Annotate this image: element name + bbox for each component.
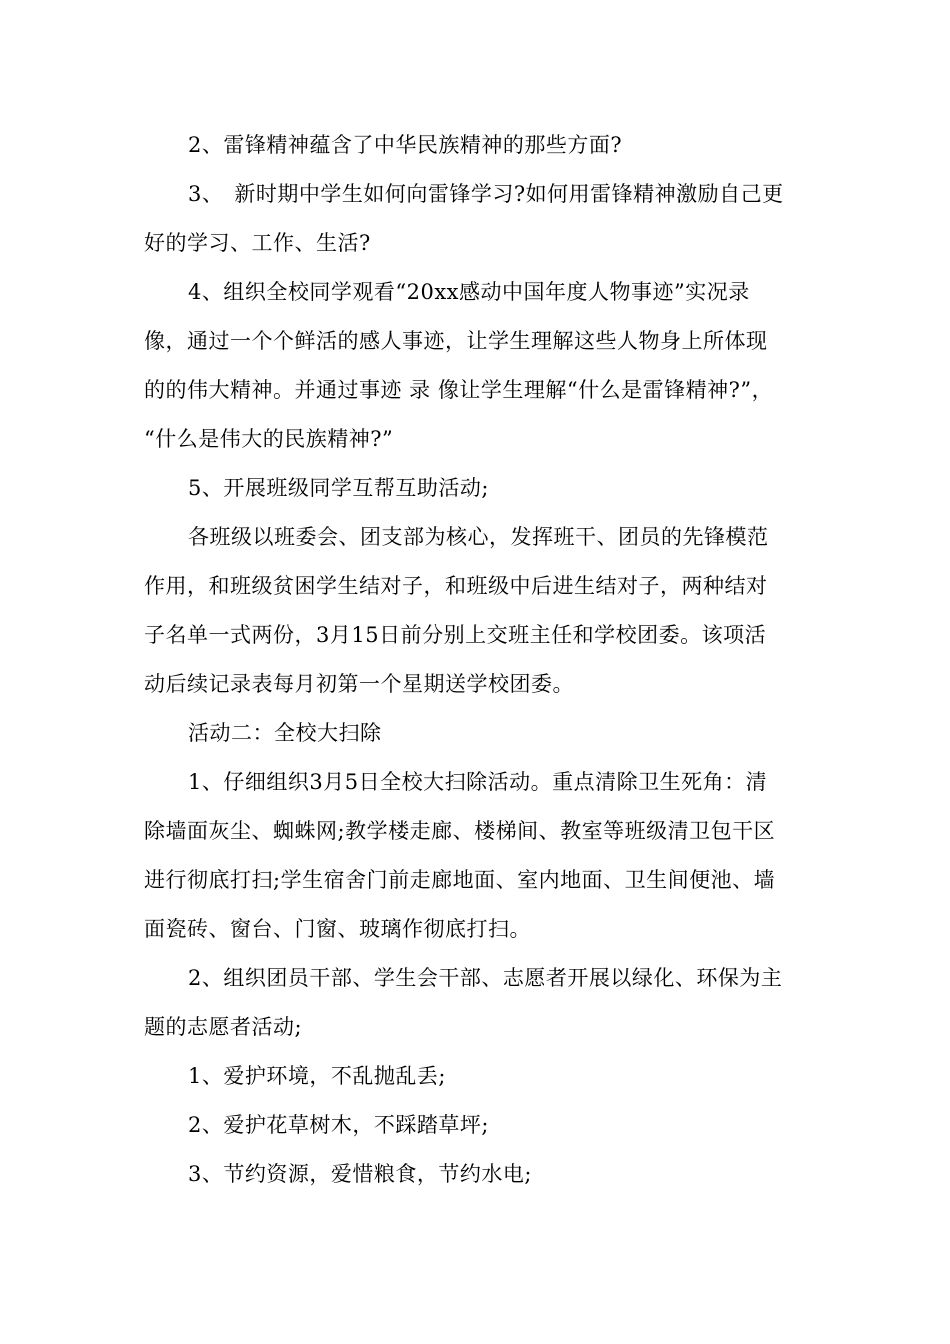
text-line: 2、爱护花草树木，不踩踏草坪;	[188, 1113, 489, 1137]
text-line: 子名单一式两份，3月15日前分别上交班主任和学校团委。该项活	[144, 623, 767, 647]
text-line: 1、仔细组织3月5日全校大扫除活动。重点清除卫生死角：清	[188, 770, 768, 794]
text-line: 进行彻底打扫;学生宿舍门前走廊地面、室内地面、卫生间便池、墙	[144, 868, 776, 892]
text-line: 好的学习、工作、生活?	[144, 231, 371, 255]
text-line: 除墙面灰尘、蜘蛛网;教学楼走廊、楼梯间、教室等班级清卫包干区	[144, 819, 776, 843]
text-line: 像，通过一个个鲜活的感人事迹，让学生理解这些人物身上所体现	[144, 329, 768, 353]
text-line: 1、爱护环境，不乱抛乱丢;	[188, 1064, 446, 1088]
text-line: 各班级以班委会、团支部为核心，发挥班干、团员的先锋模范	[188, 525, 769, 549]
text-line: 2、组织团员干部、学生会干部、志愿者开展以绿化、环保为主	[188, 966, 783, 990]
text-line: 4、组织全校同学观看“20xx感动中国年度人物事迹”实况录	[188, 280, 750, 304]
text-line: 2、雷锋精神蕴含了中华民族精神的那些方面?	[188, 133, 623, 157]
text-line: 3、节约资源，爱惜粮食，节约水电;	[188, 1162, 532, 1186]
text-line: 3、 新时期中学生如何向雷锋学习?如何用雷锋精神激励自己更	[188, 182, 784, 206]
text-line: 作用，和班级贫困学生结对子，和班级中后进生结对子，两种结对	[144, 574, 768, 598]
text-line: 动后续记录表每月初第一个星期送学校团委。	[144, 672, 574, 696]
document-body	[144, 132, 824, 1210]
text-line: 的的伟大精神。并通过事迹 录 像让学生理解“什么是雷锋精神?”，	[144, 378, 774, 402]
text-line: “什么是伟大的民族精神?”	[144, 427, 394, 451]
text-line: 面瓷砖、窗台、门窗、玻璃作彻底打扫。	[144, 917, 531, 941]
text-line: 题的志愿者活动;	[144, 1015, 303, 1039]
text-line: 5、开展班级同学互帮互助活动;	[188, 476, 489, 500]
text-line: 活动二：全校大扫除	[188, 721, 382, 745]
